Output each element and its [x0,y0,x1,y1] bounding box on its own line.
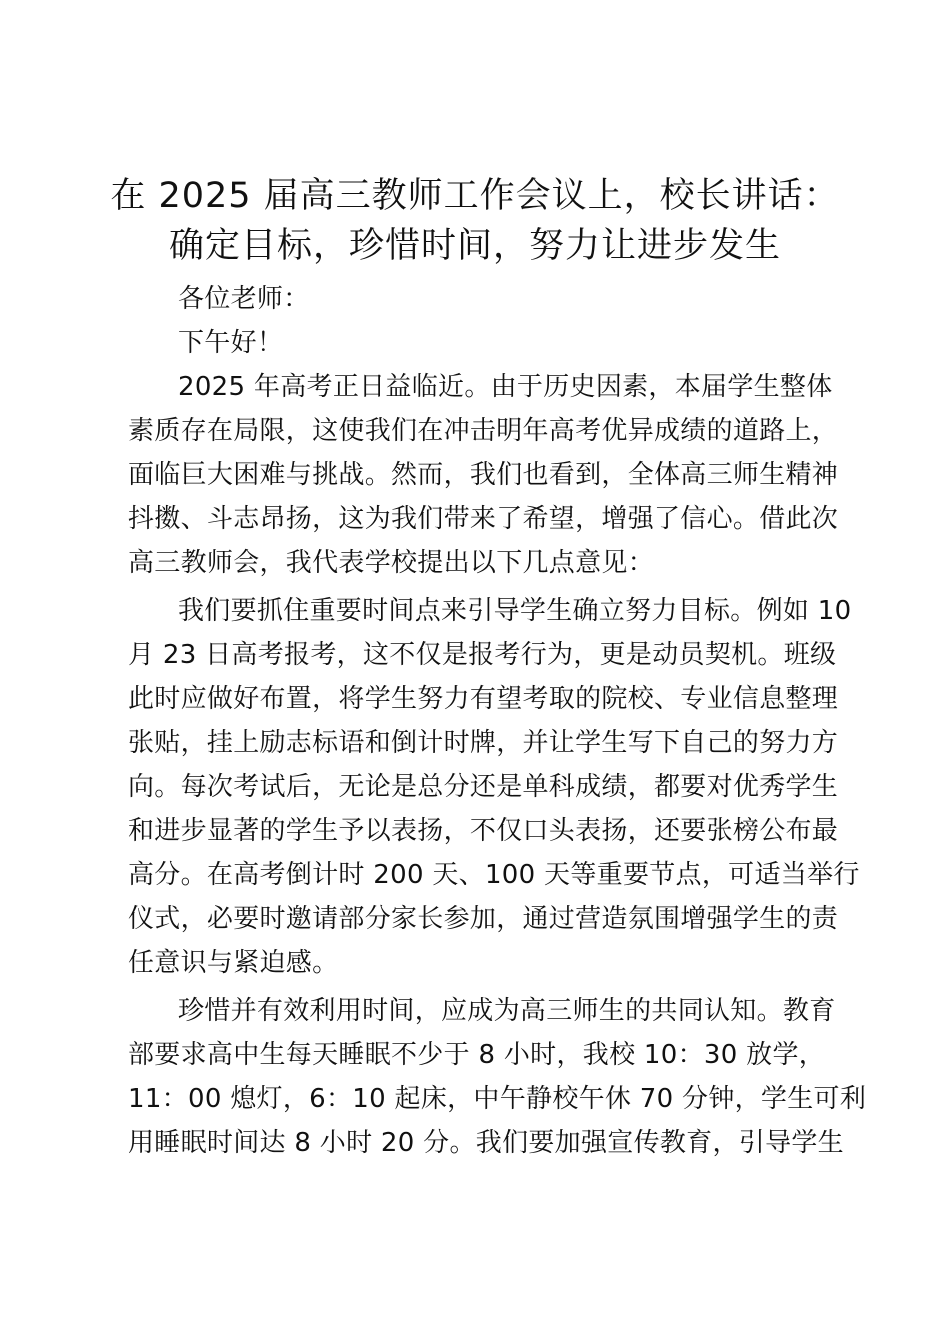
paragraph-3-line: 部要求高中生每天睡眠不少于 8 小时，我校 10：30 放学， [128,1040,826,1070]
paragraph-2-line: 月 23 日高考报考，这不仅是报考行为，更是动员契机。班级 [128,640,837,670]
paragraph-2-line: 仪式，必要时邀请部分家长参加，通过营造氛围增强学生的责 [128,904,839,934]
paragraph-1-line: 抖擞、斗志昂扬，这为我们带来了希望，增强了信心。借此次 [128,504,839,534]
paragraph-1-line: 面临巨大困难与挑战。然而，我们也看到，全体高三师生精神 [128,460,839,490]
paragraph-2-line: 和进步显著的学生予以表扬，不仅口头表扬，还要张榜公布最 [128,816,839,846]
paragraph-2-line: 我们要抓住重要时间点来引导学生确立努力目标。例如 10 [178,596,852,626]
paragraph-2-line: 向。每次考试后，无论是总分还是单科成绩，都要对优秀学生 [128,772,839,802]
paragraph-2-line: 张贴，挂上励志标语和倒计时牌，并让学生写下自己的努力方 [128,728,839,758]
document-title-line-1: 在 2025 届高三教师工作会议上，校长讲话： [110,176,840,216]
paragraph-1-line: 高三教师会，我代表学校提出以下几点意见： [128,548,655,578]
paragraph-2-line: 高分。在高考倒计时 200 天、100 天等重要节点，可适当举行 [128,860,860,890]
paragraph-2-line: 任意识与紧迫感。 [128,948,339,978]
salutation: 各位老师： [178,284,310,314]
document-title-line-2: 确定目标，珍惜时间，努力让进步发生 [168,226,781,266]
paragraph-3-line: 用睡眠时间达 8 小时 20 分。我们要加强宣传教育，引导学生 [128,1128,844,1158]
paragraph-3-line: 11：00 熄灯，6：10 起床，中午静校午休 70 分钟，学生可利 [128,1084,867,1114]
paragraph-3-line: 珍惜并有效利用时间，应成为高三师生的共同认知。教育 [178,996,836,1026]
paragraph-1-line: 素质存在局限，这使我们在冲击明年高考优异成绩的道路上， [128,416,839,446]
paragraph-2-line: 此时应做好布置，将学生努力有望考取的院校、专业信息整理 [128,684,839,714]
greeting: 下午好！ [178,328,284,358]
paragraph-1-line: 2025 年高考正日益临近。由于历史因素，本届学生整体 [178,372,833,402]
